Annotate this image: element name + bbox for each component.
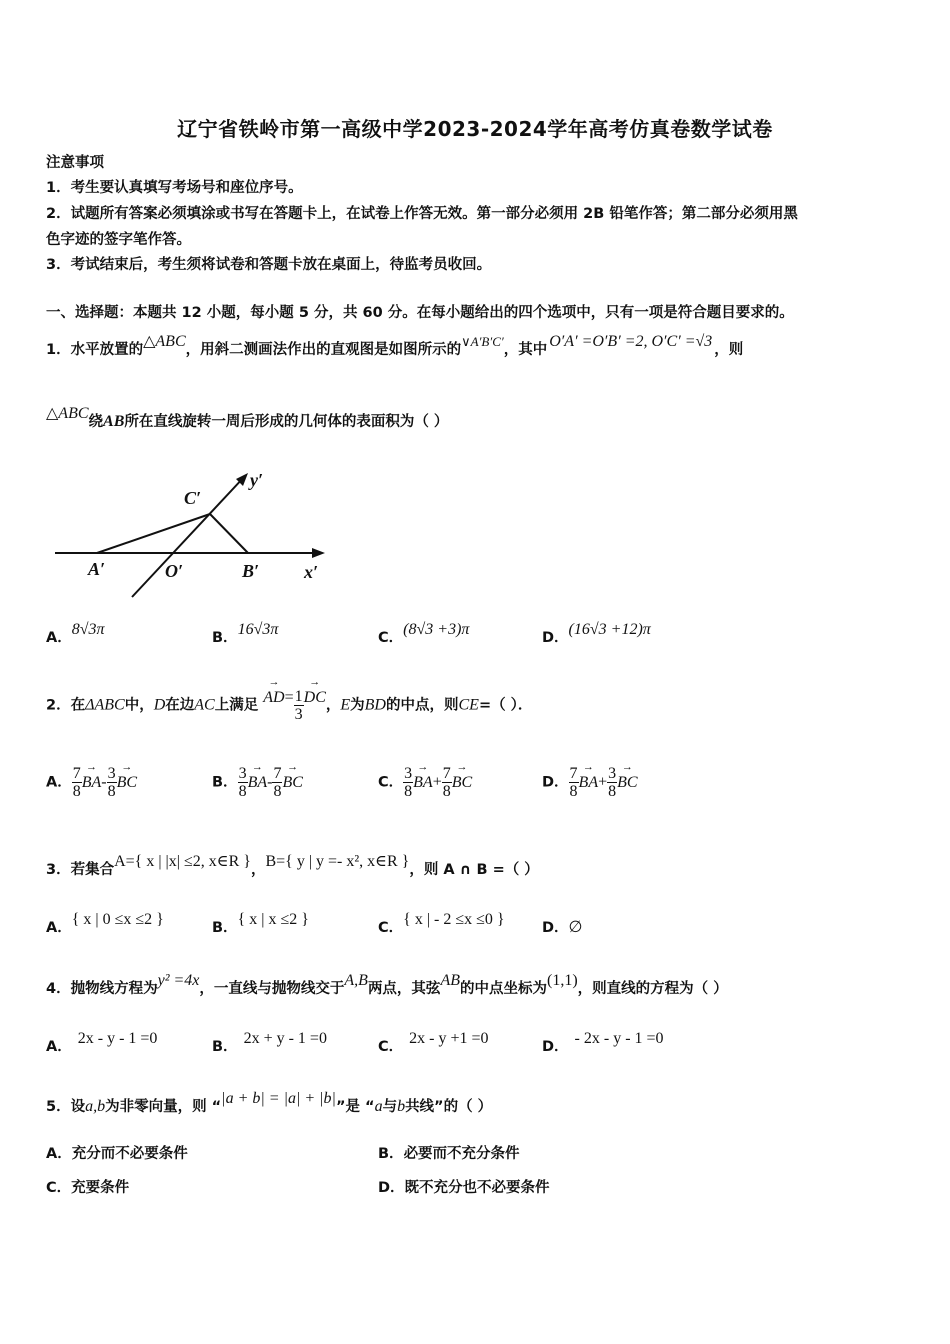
q1-option-a[interactable]: A．8√3π <box>46 621 105 646</box>
question-1-stem: 1．水平放置的△ABC，用斜二测画法作出的直观图是如图所示的∨A′B′C′，其中 O′A′ =O′B′ =2, O′C′ =√3 ，则 <box>46 333 744 358</box>
q1-figure <box>50 463 340 603</box>
question-4-stem: 4．抛物线方程为y² =4x，一直线与抛物线交于A,B两点，其弦AB的中点坐标为(1,1)，则直线的方程为（ ） <box>46 972 728 997</box>
label-o: O′ <box>165 561 184 581</box>
label-b: B′ <box>242 561 260 581</box>
q3-option-a[interactable]: A．{ x | 0 ≤x ≤2 } <box>46 911 164 936</box>
set-a: A={ x | |x| ≤2, x∈R } <box>114 853 251 870</box>
question-5-stem: 5．设a,b为非零向量，则 “|a + b| = |a| + |b|”是 “a与b共线”的（ ） <box>46 1090 493 1115</box>
note-item: 1．考生要认真填写考场号和座位序号。 <box>46 180 303 196</box>
q4-option-c[interactable]: C． 2x - y +1 =0 <box>378 1030 489 1055</box>
q3-option-b[interactable]: B．{ x | x ≤2 } <box>212 911 309 936</box>
math-expr: △ABC <box>143 333 186 350</box>
q1-option-b[interactable]: B．16√3π <box>212 621 279 646</box>
page-title: 辽宁省铁岭市第一高级中学2023-2024学年高考仿真卷数学试卷 <box>177 117 773 141</box>
question-3-stem: 3．若集合A={ x | |x| ≤2, x∈R }，B={ y | y =- x², x∈R }，则 A ∩ B =（ ） <box>46 853 539 878</box>
q3-option-d[interactable]: D．∅ <box>542 919 583 936</box>
q2-option-a[interactable]: A． $\frac{7}{8}$ → BA- $\frac{3}{8}$ → BC <box>46 765 137 800</box>
math-expr: O′A′ =O′B′ =2, O′C′ =√3 <box>549 333 713 350</box>
q3-option-c[interactable]: C．{ x | - 2 ≤x ≤0 } <box>378 911 505 936</box>
q2-option-b[interactable]: B． $\frac{3}{8}$ → BA- $\frac{7}{8}$ → BC <box>212 765 303 800</box>
q5-option-d[interactable]: D．既不充分也不必要条件 <box>378 1180 550 1196</box>
q4-option-d[interactable]: D． - 2x - y - 1 =0 <box>542 1030 664 1055</box>
vector-norm-expr: |a + b| = |a| + |b| <box>221 1090 336 1107</box>
note-item: 2．试题所有答案必须填涂或书写在答题卡上，在试卷上作答无效。第一部分必须用 2B 铅笔作答；第二部分必须用黑 <box>46 206 798 222</box>
label-x: x′ <box>304 562 319 582</box>
q2-option-c[interactable]: C． $\frac{3}{8}$ → BA+ $\frac{7}{8}$ → BC <box>378 765 472 800</box>
note-item: 3．考试结束后，考生须将试卷和答题卡放在桌面上，待监考员收回。 <box>46 257 492 273</box>
question-2-stem: 2．在ΔABC中，D在边AC上满足 → AD= $\frac{1}{3}$ → DC，E为BD的中点，则CE=（ ）． <box>46 688 532 723</box>
notes-heading: 注意事项 <box>46 155 104 171</box>
label-a: A′ <box>88 559 106 579</box>
set-b: B={ y | y =- x², x∈R } <box>265 853 410 870</box>
q1-option-c[interactable]: C．(8√3 +3)π <box>378 621 470 646</box>
note-item: 色字迹的签字笔作答。 <box>46 232 191 248</box>
q1-option-d[interactable]: D．(16√3 +12)π <box>542 621 651 646</box>
section-heading: 一、选择题：本题共 12 小题，每小题 5 分，共 60 分。在每小题给出的四个选项中，只有一项是符合题目要求的。 <box>46 305 794 321</box>
label-y: y′ <box>250 470 264 490</box>
math-expr: △ABC <box>46 405 89 422</box>
q4-option-b[interactable]: B． 2x + y - 1 =0 <box>212 1030 327 1055</box>
q4-option-a[interactable]: A． 2x - y - 1 =0 <box>46 1030 158 1055</box>
segment-c-b <box>210 514 248 553</box>
question-1-stem-cont: △ABC绕AB所在直线旋转一周后形成的几何体的表面积为（ ） <box>46 405 449 430</box>
q5-option-a[interactable]: A．充分而不必要条件 <box>46 1146 188 1162</box>
q5-option-b[interactable]: B．必要而不充分条件 <box>378 1146 520 1162</box>
x-axis-arrow-icon <box>312 548 325 558</box>
q2-option-d[interactable]: D． $\frac{7}{8}$ → BA+ $\frac{3}{8}$ → BC <box>542 765 638 800</box>
label-c: C′ <box>184 488 202 508</box>
segment-a-c <box>97 514 210 553</box>
q5-option-c[interactable]: C．充要条件 <box>46 1180 130 1196</box>
math-expr: ∨A′B′C′ <box>461 334 504 349</box>
